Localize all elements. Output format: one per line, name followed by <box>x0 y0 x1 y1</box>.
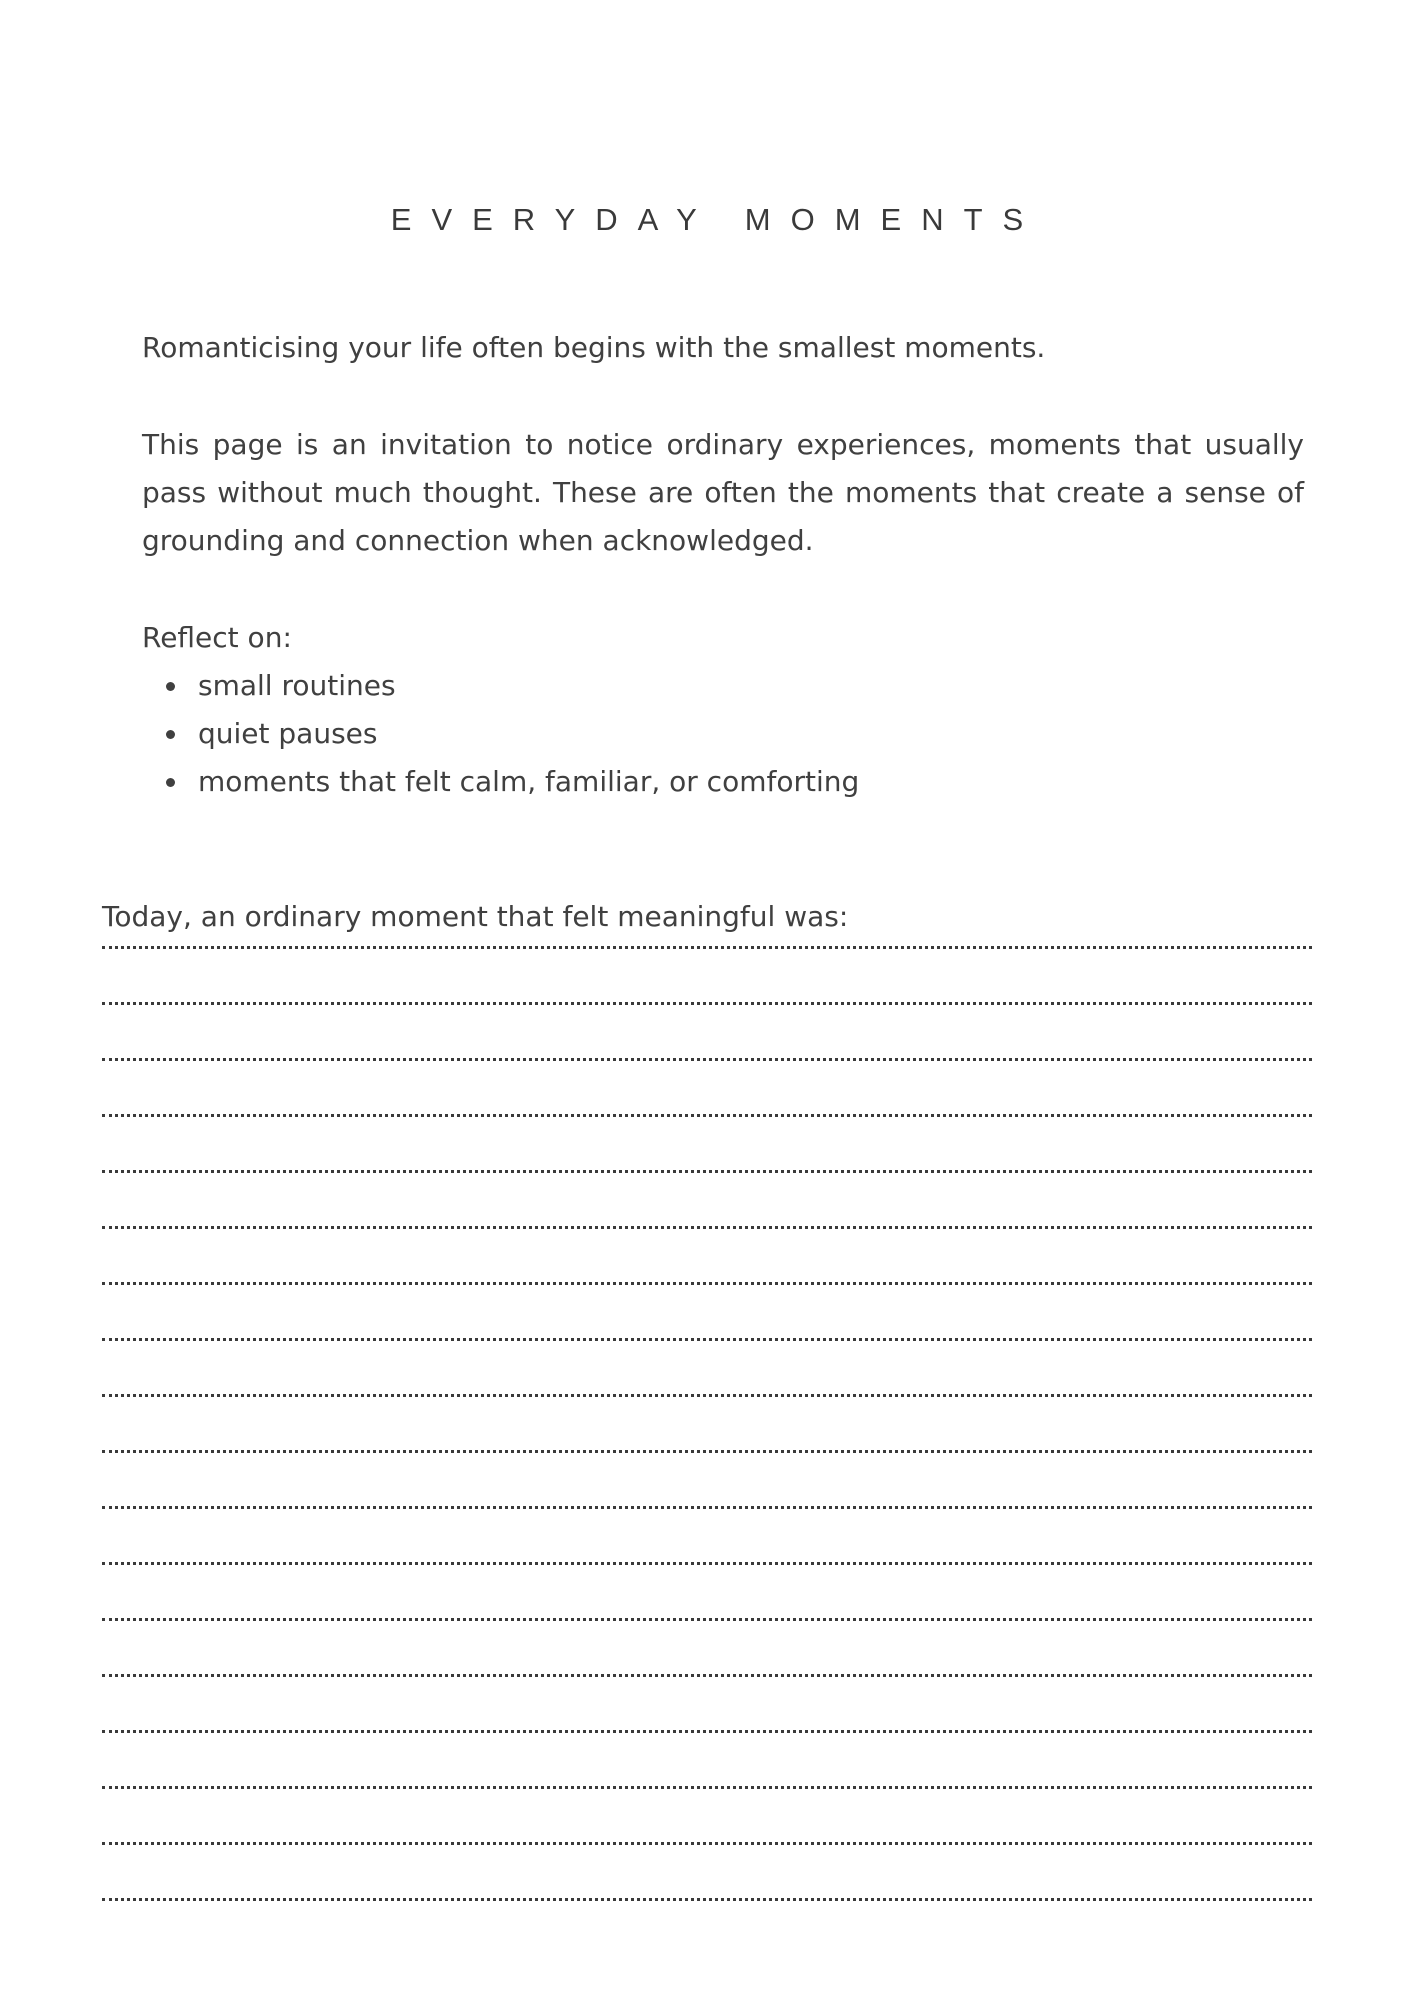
writing-line[interactable] <box>102 1506 1312 1509</box>
intro-paragraph: This page is an invitation to notice ordinary experiences, moments that usually pass without much thought. These are often the moments that create a sense of grounding and connection when acknowledged. <box>142 428 1304 557</box>
reflect-list <box>142 662 859 806</box>
list-item <box>142 710 859 758</box>
writing-line[interactable] <box>102 946 1312 949</box>
writing-line[interactable] <box>102 1618 1312 1621</box>
writing-line[interactable] <box>102 1170 1312 1173</box>
writing-line[interactable] <box>102 1898 1312 1901</box>
writing-line[interactable] <box>102 1282 1312 1285</box>
page-title: EVERYDAY MOMENTS <box>390 202 1044 237</box>
writing-line[interactable] <box>102 1114 1312 1117</box>
writing-line[interactable] <box>102 1058 1312 1061</box>
writing-line[interactable] <box>102 1394 1312 1397</box>
list-item <box>142 758 859 806</box>
list-item-text: quiet pauses <box>198 717 378 750</box>
bullet-icon <box>166 778 175 787</box>
writing-line[interactable] <box>102 1562 1312 1565</box>
list-item-text: small routines <box>198 669 396 702</box>
writing-line[interactable] <box>102 1226 1312 1229</box>
bullet-icon <box>166 730 175 739</box>
list-item <box>142 662 859 710</box>
writing-prompt: Today, an ordinary moment that felt meaningful was: <box>102 900 849 933</box>
intro-line: Romanticising your life often begins with the smallest moments. <box>142 331 1046 364</box>
writing-line[interactable] <box>102 1842 1312 1845</box>
writing-line[interactable] <box>102 1730 1312 1733</box>
writing-line[interactable] <box>102 1002 1312 1005</box>
writing-line[interactable] <box>102 1786 1312 1789</box>
writing-line[interactable] <box>102 1674 1312 1677</box>
reflect-label: Reflect on: <box>142 621 292 654</box>
bullet-icon <box>166 682 175 691</box>
writing-line[interactable] <box>102 1338 1312 1341</box>
list-item-text: moments that felt calm, familiar, or comforting <box>198 765 860 798</box>
writing-line[interactable] <box>102 1450 1312 1453</box>
